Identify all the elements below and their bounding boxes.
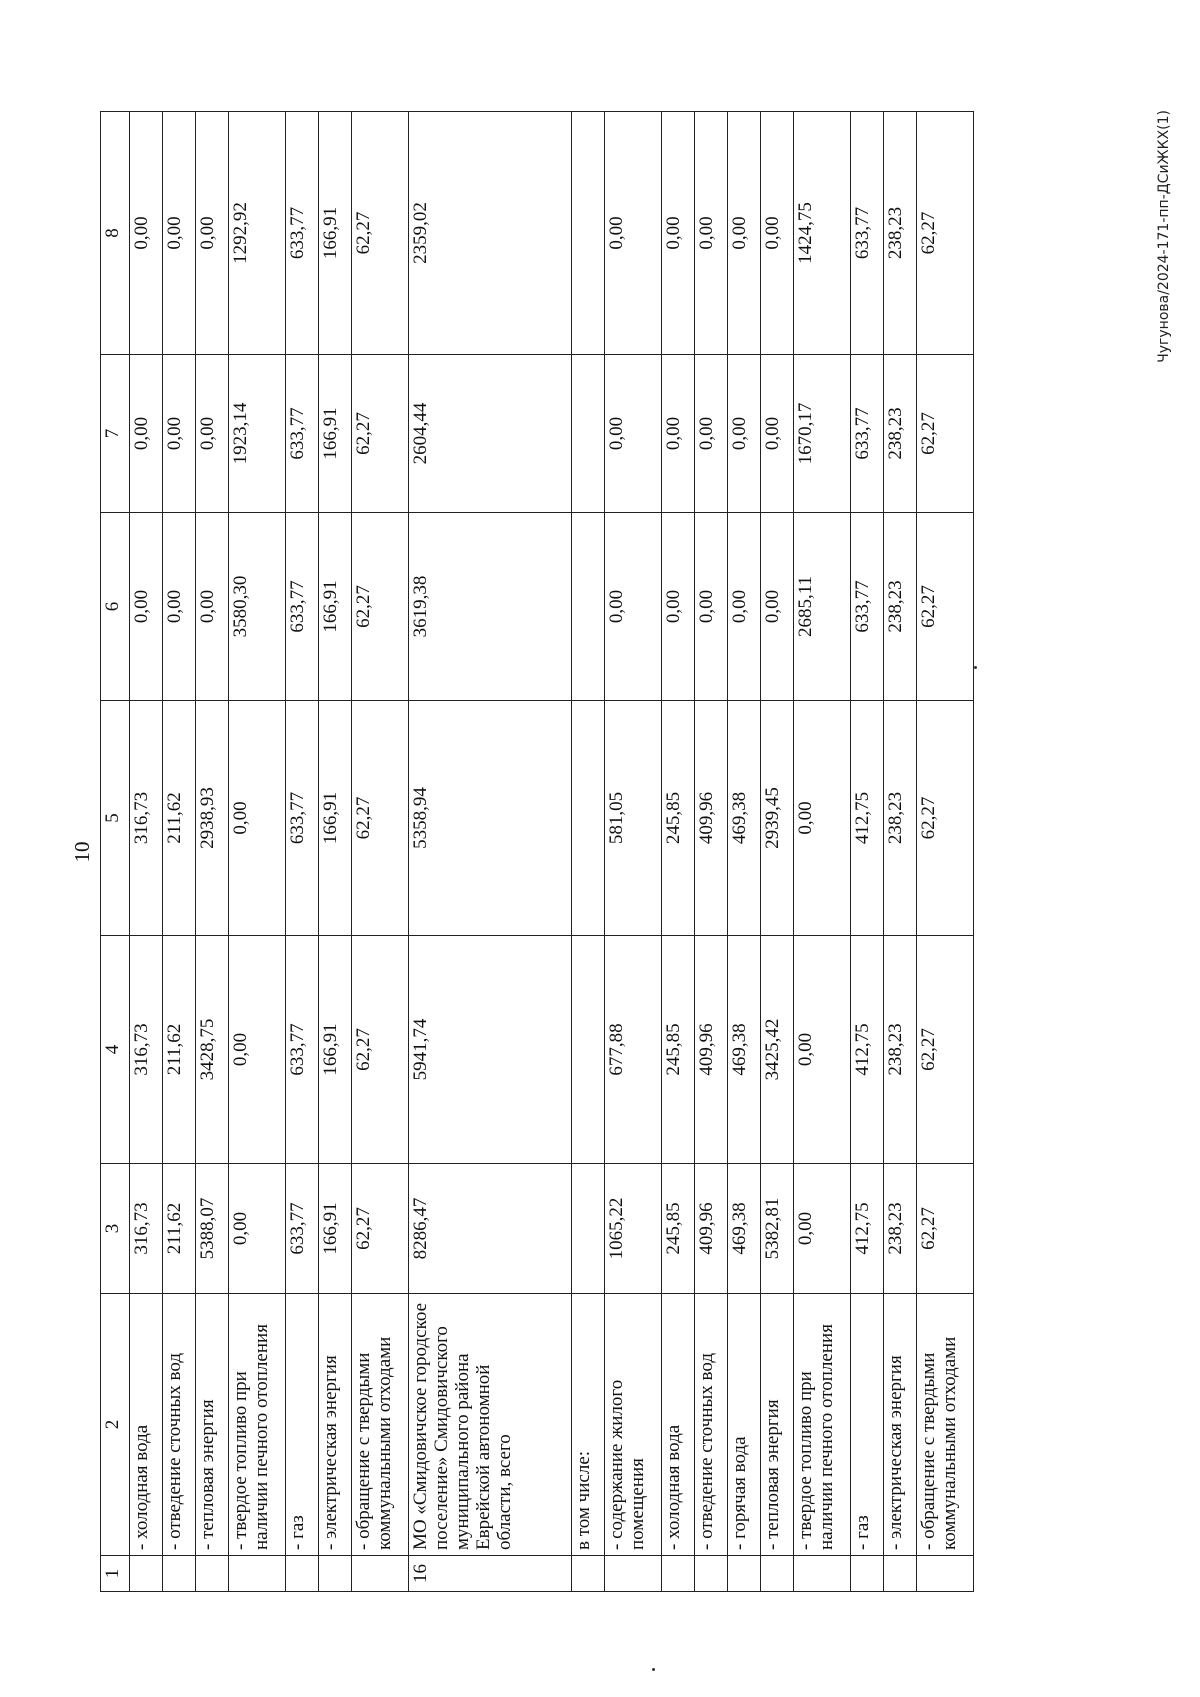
- value-cell: 2685,11: [794, 513, 851, 701]
- col-header: 5: [101, 701, 130, 936]
- row-number-cell: [163, 1556, 196, 1592]
- table-row: [319, 112, 352, 1592]
- value-cell: 469,38: [728, 936, 761, 1164]
- value-cell: 1424,75: [794, 112, 851, 355]
- value-cell: 0,00: [794, 1164, 851, 1294]
- value-cell: 316,73: [130, 936, 163, 1164]
- table-row: [605, 112, 662, 1592]
- value-cell: 0,00: [163, 513, 196, 701]
- value-cell: 0,00: [605, 513, 662, 701]
- table-row: [662, 112, 695, 1592]
- value-cell: 62,27: [917, 936, 974, 1164]
- value-cell: [572, 1164, 605, 1294]
- row-number-cell: [728, 1556, 761, 1592]
- row-number-cell: [662, 1556, 695, 1592]
- row-label-cell: - горячая вода: [728, 1294, 761, 1556]
- value-cell: 2938,93: [196, 701, 229, 936]
- value-cell: 5941,74: [409, 936, 572, 1164]
- value-cell: 62,27: [352, 513, 409, 701]
- row-number-cell: [572, 1556, 605, 1592]
- table-row: [409, 112, 572, 1592]
- value-cell: 3428,75: [196, 936, 229, 1164]
- value-cell: 633,77: [286, 936, 319, 1164]
- table-row: [572, 112, 605, 1592]
- row-number-cell: [851, 1556, 884, 1592]
- table-row: [130, 112, 163, 1592]
- value-cell: 412,75: [851, 1164, 884, 1294]
- value-cell: 0,00: [695, 355, 728, 513]
- value-cell: 0,00: [130, 355, 163, 513]
- row-number-cell: [196, 1556, 229, 1592]
- scan-speck: [652, 1668, 655, 1671]
- value-cell: 62,27: [352, 112, 409, 355]
- value-cell: 2359,02: [409, 112, 572, 355]
- value-cell: 412,75: [851, 936, 884, 1164]
- value-cell: 0,00: [794, 936, 851, 1164]
- value-cell: 469,38: [728, 1164, 761, 1294]
- table-row: [286, 112, 319, 1592]
- value-cell: 0,00: [728, 112, 761, 355]
- scan-speck: [974, 666, 977, 669]
- value-cell: 238,23: [884, 355, 917, 513]
- value-cell: 0,00: [728, 355, 761, 513]
- value-cell: 633,77: [286, 355, 319, 513]
- table-row: [884, 112, 917, 1592]
- table-row: [851, 112, 884, 1592]
- row-number-cell: [352, 1556, 409, 1592]
- value-cell: 633,77: [286, 112, 319, 355]
- row-number-cell: [130, 1556, 163, 1592]
- row-number-cell: [695, 1556, 728, 1592]
- value-cell: 0,00: [761, 112, 794, 355]
- data-table: [100, 111, 974, 1592]
- value-cell: 581,05: [605, 701, 662, 936]
- row-label-cell: - газ: [851, 1294, 884, 1556]
- value-cell: 0,00: [662, 355, 695, 513]
- row-number-cell: [917, 1556, 974, 1592]
- value-cell: 0,00: [163, 355, 196, 513]
- value-cell: 238,23: [884, 112, 917, 355]
- row-label-cell: - обращение с твердыми коммунальными отходами: [352, 1294, 409, 1556]
- row-label-cell: - отведение сточных вод: [695, 1294, 728, 1556]
- value-cell: 3619,38: [409, 513, 572, 701]
- value-cell: 633,77: [286, 1164, 319, 1294]
- value-cell: 0,00: [728, 513, 761, 701]
- value-cell: 238,23: [884, 513, 917, 701]
- value-cell: 238,23: [884, 701, 917, 936]
- value-cell: 62,27: [917, 701, 974, 936]
- value-cell: 3425,42: [761, 936, 794, 1164]
- value-cell: 0,00: [794, 701, 851, 936]
- value-cell: 166,91: [319, 355, 352, 513]
- row-number-cell: [286, 1556, 319, 1592]
- value-cell: 412,75: [851, 701, 884, 936]
- value-cell: 62,27: [917, 112, 974, 355]
- row-label-cell: - холодная вода: [662, 1294, 695, 1556]
- value-cell: 316,73: [130, 1164, 163, 1294]
- value-cell: 238,23: [884, 1164, 917, 1294]
- row-label-cell: в том числе:: [572, 1294, 605, 1556]
- value-cell: 0,00: [662, 513, 695, 701]
- value-cell: 0,00: [695, 513, 728, 701]
- value-cell: 0,00: [196, 355, 229, 513]
- value-cell: 245,85: [662, 701, 695, 936]
- value-cell: 62,27: [352, 1164, 409, 1294]
- value-cell: 0,00: [605, 112, 662, 355]
- value-cell: 0,00: [163, 112, 196, 355]
- value-cell: 0,00: [605, 355, 662, 513]
- value-cell: 5358,94: [409, 701, 572, 936]
- value-cell: 0,00: [229, 701, 286, 936]
- value-cell: 166,91: [319, 513, 352, 701]
- value-cell: 1923,14: [229, 355, 286, 513]
- value-cell: 62,27: [352, 355, 409, 513]
- value-cell: 62,27: [917, 355, 974, 513]
- value-cell: [572, 355, 605, 513]
- value-cell: 0,00: [761, 513, 794, 701]
- col-header: 2: [101, 1294, 130, 1556]
- row-label-cell: - твердое топливо при наличии печного отопления: [229, 1294, 286, 1556]
- value-cell: 1670,17: [794, 355, 851, 513]
- value-cell: 633,77: [851, 355, 884, 513]
- value-cell: 469,38: [728, 701, 761, 936]
- value-cell: 0,00: [130, 112, 163, 355]
- row-number-cell: [229, 1556, 286, 1592]
- value-cell: 62,27: [352, 936, 409, 1164]
- row-number-cell: [761, 1556, 794, 1592]
- col-header: 8: [101, 112, 130, 355]
- value-cell: 633,77: [286, 513, 319, 701]
- table-row: [761, 112, 794, 1592]
- row-label-cell: - отведение сточных вод: [163, 1294, 196, 1556]
- header-row: [101, 112, 130, 1592]
- row-label-cell: - обращение с твердыми коммунальными отходами: [917, 1294, 974, 1556]
- table-row: [352, 112, 409, 1592]
- value-cell: [572, 513, 605, 701]
- value-cell: 1065,22: [605, 1164, 662, 1294]
- col-header: 4: [101, 936, 130, 1164]
- row-label-cell: - твердое топливо при наличии печного отопления: [794, 1294, 851, 1556]
- value-cell: 677,88: [605, 936, 662, 1164]
- document-code: Чугунова/2024-171-пп-ДСиЖКХ(1): [1156, 110, 1172, 363]
- value-cell: 0,00: [229, 1164, 286, 1294]
- table-row: [196, 112, 229, 1592]
- row-number-cell: [319, 1556, 352, 1592]
- rotated-page-content: [60, 112, 1060, 1592]
- value-cell: 62,27: [917, 513, 974, 701]
- row-number-cell: 16: [409, 1556, 572, 1592]
- table-row: [794, 112, 851, 1592]
- row-label-cell: - электрическая энергия: [884, 1294, 917, 1556]
- page-number: 10: [70, 841, 94, 863]
- value-cell: 5388,07: [196, 1164, 229, 1294]
- value-cell: 5382,81: [761, 1164, 794, 1294]
- value-cell: 0,00: [196, 112, 229, 355]
- value-cell: 0,00: [761, 355, 794, 513]
- value-cell: [572, 701, 605, 936]
- row-number-cell: [884, 1556, 917, 1592]
- value-cell: 166,91: [319, 701, 352, 936]
- value-cell: 0,00: [662, 112, 695, 355]
- table-row: [163, 112, 196, 1592]
- value-cell: 633,77: [851, 112, 884, 355]
- value-cell: 211,62: [163, 936, 196, 1164]
- value-cell: 238,23: [884, 936, 917, 1164]
- row-label-cell: - электрическая энергия: [319, 1294, 352, 1556]
- value-cell: 409,96: [695, 936, 728, 1164]
- value-cell: 211,62: [163, 1164, 196, 1294]
- table-row: [917, 112, 974, 1592]
- value-cell: 211,62: [163, 701, 196, 936]
- value-cell: 2939,45: [761, 701, 794, 936]
- table-row: [229, 112, 286, 1592]
- value-cell: 0,00: [130, 513, 163, 701]
- value-cell: 166,91: [319, 112, 352, 355]
- value-cell: 633,77: [286, 701, 319, 936]
- value-cell: 245,85: [662, 936, 695, 1164]
- value-cell: 245,85: [662, 1164, 695, 1294]
- value-cell: 633,77: [851, 513, 884, 701]
- value-cell: 316,73: [130, 701, 163, 936]
- table-row: [728, 112, 761, 1592]
- value-cell: 409,96: [695, 1164, 728, 1294]
- value-cell: 62,27: [917, 1164, 974, 1294]
- value-cell: [572, 112, 605, 355]
- value-cell: 62,27: [352, 701, 409, 936]
- col-header: 6: [101, 513, 130, 701]
- row-label-cell: - газ: [286, 1294, 319, 1556]
- row-number-cell: [605, 1556, 662, 1592]
- value-cell: 0,00: [196, 513, 229, 701]
- value-cell: 0,00: [695, 112, 728, 355]
- value-cell: 166,91: [319, 936, 352, 1164]
- col-header: 3: [101, 1164, 130, 1294]
- row-label-cell: МО «Смидовичское городское поселение» Смидовичского муниципального района Еврейской автономной области, всего: [409, 1294, 572, 1556]
- value-cell: 2604,44: [409, 355, 572, 513]
- value-cell: [572, 936, 605, 1164]
- value-cell: 409,96: [695, 701, 728, 936]
- row-label-cell: - тепловая энергия: [196, 1294, 229, 1556]
- row-label-cell: - холодная вода: [130, 1294, 163, 1556]
- table-row: [695, 112, 728, 1592]
- col-header: 7: [101, 355, 130, 513]
- row-number-cell: [794, 1556, 851, 1592]
- row-label-cell: - тепловая энергия: [761, 1294, 794, 1556]
- value-cell: 8286,47: [409, 1164, 572, 1294]
- value-cell: 3580,30: [229, 513, 286, 701]
- value-cell: 0,00: [229, 936, 286, 1164]
- value-cell: 1292,92: [229, 112, 286, 355]
- row-label-cell: - содержание жилого помещения: [605, 1294, 662, 1556]
- value-cell: 166,91: [319, 1164, 352, 1294]
- col-header: 1: [101, 1556, 130, 1592]
